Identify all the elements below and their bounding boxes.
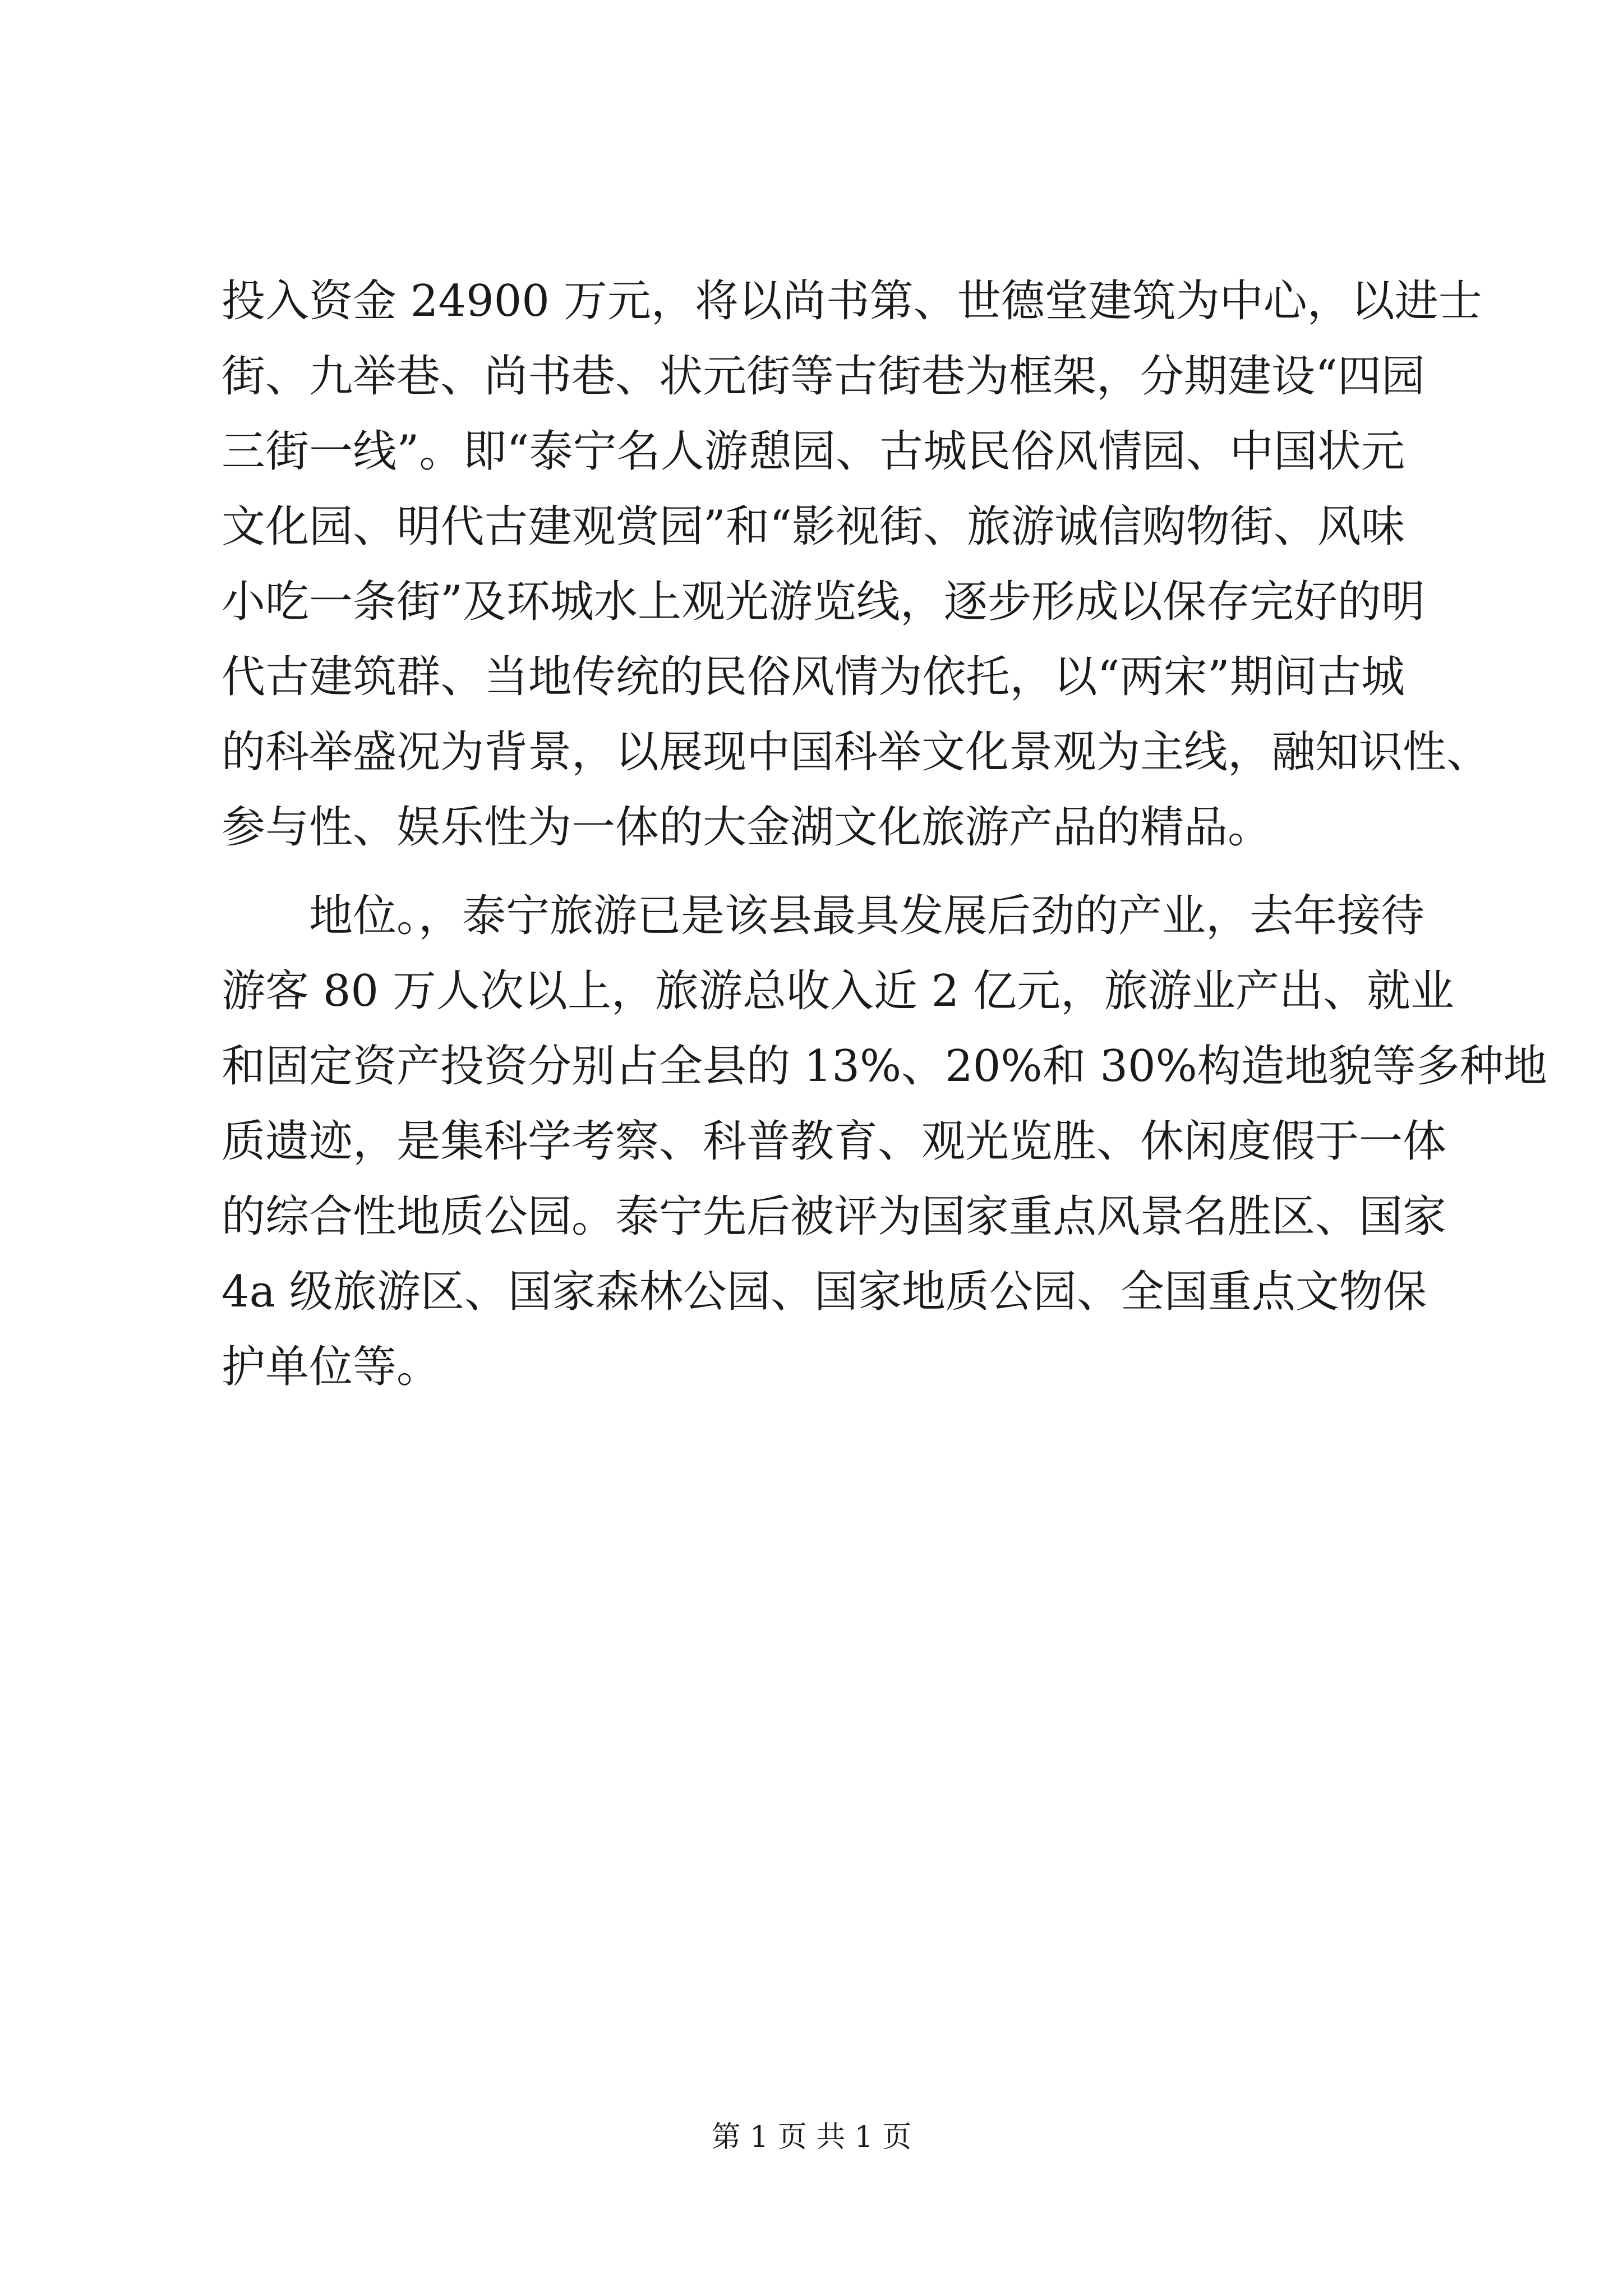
text-line: 文化园、明代古建观赏园”和“影视街、旅游诚信购物街、风味 (222, 501, 1405, 552)
text-line: 三街一线”。即“泰宁名人游憩园、古城民俗风情园、中国状元 (222, 426, 1405, 477)
page-number-footer: 第 1 页 共 1 页 (711, 2120, 912, 2154)
text-line: 地位。，泰宁旅游已是该县最具发展后劲的产业，去年接待 (309, 891, 1425, 941)
text-line: 的综合性地质公园。泰宁先后被评为国家重点风景名胜区、国家 (222, 1191, 1447, 1242)
text-line: 街、九举巷、尚书巷、状元街等古街巷为框架，分期建设“四园 (222, 351, 1425, 402)
text-line: 的科举盛况为背景，以展现中国科举文化景观为主线，融知识性、 (222, 727, 1491, 777)
paragraph-2 (222, 878, 1547, 1405)
text-line: 护单位等。 (222, 1342, 441, 1392)
text-line: 和固定资产投资分别占全县的 13%、20%和 30%构造地貌等多种地 (222, 1041, 1547, 1092)
text-line: 小吃一条街”及环城水上观光游览线，逐步形成以保存完好的明 (222, 577, 1425, 627)
text-line: 代古建筑群、当地传统的民俗风情为依托，以“两宋”期间古城 (222, 652, 1405, 702)
text-line: 4a 级旅游区、国家森林公园、国家地质公园、全国重点文物保 (222, 1267, 1427, 1317)
text-line: 游客 80 万人次以上，旅游总收入近 2 亿元，旅游业产出、就业 (222, 966, 1455, 1016)
paragraph-spacer (222, 865, 1405, 878)
text-line: 投入资金 24900 万元，将以尚书第、世德堂建筑为中心，以进士 (222, 276, 1482, 326)
document-body (222, 264, 1547, 1405)
text-line: 参与性、娱乐性为一体的大金湖文化旅游产品的精品。 (222, 802, 1272, 853)
text-line: 质遗迹，是集科学考察、科普教育、观光览胜、休闲度假于一体 (222, 1116, 1447, 1167)
paragraph-1 (222, 264, 1491, 865)
